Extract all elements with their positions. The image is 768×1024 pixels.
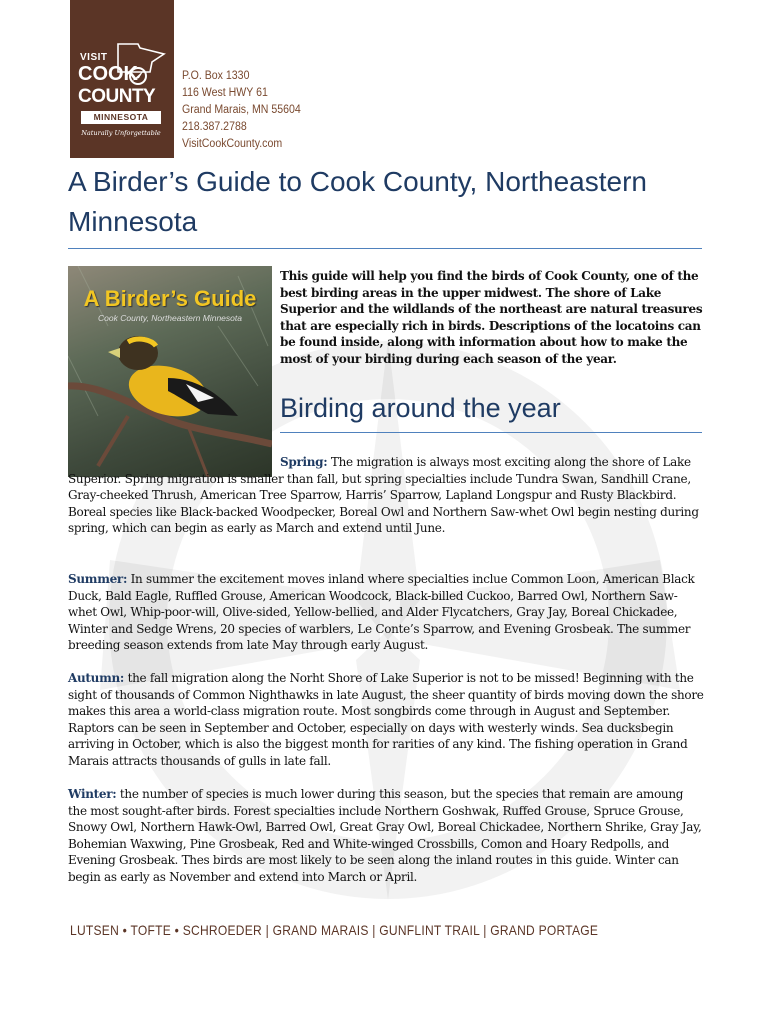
contact-po-box: P.O. Box 1330	[182, 70, 250, 82]
page-title: A Birder’s Guide to Cook County, Northeastern Minnesota	[68, 166, 647, 237]
spring-paragraph	[68, 454, 704, 537]
autumn-label: Autumn:	[68, 671, 125, 685]
summer-label: Summer:	[68, 572, 128, 586]
autumn-text: the fall migration along the Norht Shore of Lake Superior is not to be missed! Beginning with the sight of thousands of Common Nighthawks in late August, the sheer quantity of birds moving down the shore makes this area a world-class migration route. Most songbirds come through in August and September. Raptors can be seen in September and October, especially on days with westerly winds. Sea ducksbegin arriving in October, which is also the biggest month for rarities of any kind. The fishing operation in Grand Marais attracts thousands of gulls in late fall.	[68, 671, 704, 768]
section-heading: Birding around the year	[280, 393, 561, 423]
contact-website[interactable]: VisitCookCounty.com	[182, 138, 283, 150]
logo-cook-text: COOK	[78, 63, 138, 85]
logo-visit-text: VISIT	[80, 52, 108, 63]
logo-tagline: Naturally Unforgettable	[81, 129, 161, 137]
summer-text: In summer the excitement moves inland where specialties inclue Common Loon, American Black Duck, Bald Eagle, Ruffled Grouse, American Woodcock, Black-billed Cuckoo, Barred Owl, Northern Saw-whet Owl, Whip-poor-will, Olive-sided, Yellow-bellied, and Alder Flycatchers, Gray Jay, Boreal Chickadee, Winter and Sedge Wrens, 20 species of warblers, Le Conte’s Sparrow, and Evening Grosbeak. The summer breeding season extends from late May through early August.	[68, 572, 695, 652]
compass-arrow-icon	[128, 66, 148, 86]
winter-text: the number of species is much lower during this season, but the species that remain are amoung the most sought-after birds. Forest specialties include Northern Goshwak, Ruffed Grouse, Spruce Grouse, Snowy Owl, Northern Hawk-Owl, Barred Owl, Great Gray Owl, Boreal Chickadee, Northern Shrike, Gray Jay, Bohemian Waxwing, Pine Grosbeak, Red and White-winged Crossbills, Comon and Hoary Redpolls, and Evening Grosbeak. Thes birds are most likely to be seen along the inland routes in this guide. Winter can begin as early as November and extend into March or April.	[68, 787, 702, 884]
footer-locations: LUTSEN • TOFTE • SCHROEDER | GRAND MARAIS | GUNFLINT TRAIL | GRAND PORTAGE	[70, 922, 599, 938]
winter-paragraph	[68, 786, 704, 885]
guide-cover-image	[68, 266, 272, 477]
cover-title: A Birder’s Guide	[83, 286, 257, 311]
cover-subtitle: Cook County, Northeastern Minnesota	[98, 313, 242, 323]
section-divider	[280, 432, 702, 433]
contact-street: 116 West HWY 61	[182, 87, 268, 99]
logo-county-text: COUNTY	[78, 86, 156, 107]
intro-paragraph: This guide will help you find the birds of Cook County, one of the best birding areas in the upper midwest. The shore of Lake Superior and the wildlands of the northeast are natural treasures that are especially rich in birds. Descriptions of the locatoins can be found inside, along with information about how to make the most of your birding during each season of the year.	[280, 269, 703, 366]
autumn-paragraph	[68, 670, 704, 769]
contact-block	[182, 68, 311, 153]
summer-paragraph	[68, 571, 704, 654]
winter-label: Winter:	[68, 787, 117, 801]
contact-phone: 218.387.2788	[182, 121, 247, 133]
contact-city: Grand Marais, MN 55604	[182, 104, 301, 116]
logo-state-text: MINNESOTA	[81, 111, 161, 124]
visit-cook-county-logo	[70, 0, 174, 158]
spring-text: The migration is always most exciting along the shore of Lake Superior. Spring migration is smaller than fall, but spring specialties include Tundra Swan, Sandhill Crane, Gray-cheeked Thrush, American Tree Sparrow, Harris’ Sparrow, Lapland Longspur and Rusty Blackbird. Boreal species like Black-backed Woodpecker, Boreal Owl and Northern Saw-whet Owl begin nesting during spring, which can begin as early as March and extend until June.	[68, 455, 699, 535]
spring-label: Spring:	[280, 455, 328, 469]
title-divider	[68, 248, 702, 249]
